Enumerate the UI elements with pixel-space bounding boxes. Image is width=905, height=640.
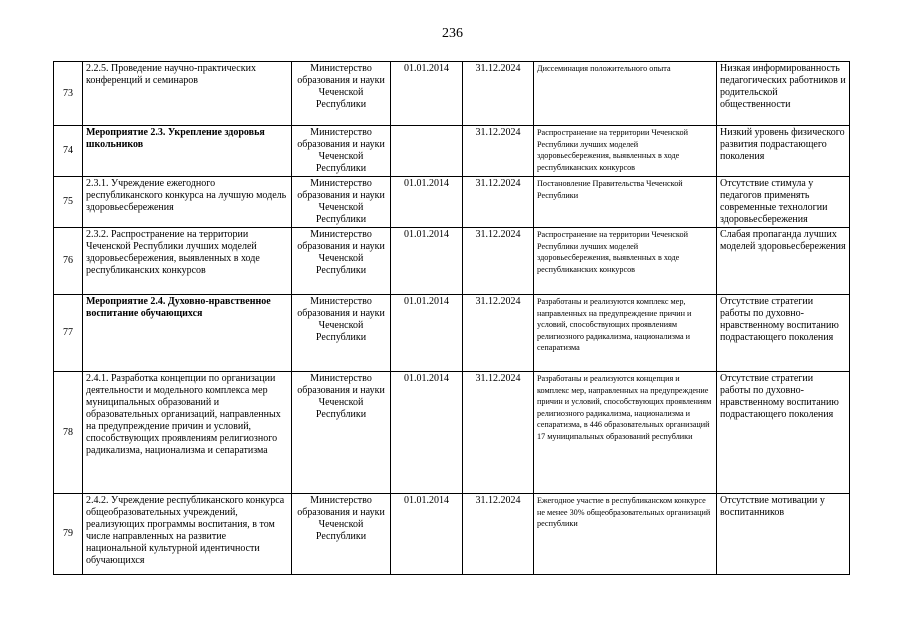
risk-text: Отсутствие стратегии работы по духовно-нравственному воспитанию подрастающего поколения [720,373,839,420]
responsible-executor-cell [292,494,391,575]
row-number-text: 75 [63,196,73,207]
activity-name-text: 2.2.5. Проведение научно-практических конференций и семинаров [86,63,256,86]
start-date-cell [391,295,463,372]
row-number-cell [54,177,83,228]
risk-cell [717,295,850,372]
risk-text: Отсутствие стратегии работы по духовно-нравственному воспитанию подрастающего поколения [720,296,839,343]
end-date-text: 31.12.2024 [475,296,521,307]
risk-cell [717,126,850,177]
expected-result-text: Распространение на территории Чеченской Республики лучших моделей здоровьесбережения, выявленных в ходе республиканских конкурсов [537,128,688,172]
measure-title-cell [83,295,292,372]
activity-name-text: 2.3.2. Распространение на территории Чеченской Республики лучших моделей здоровьесбережения, выявленных в ходе республиканских конкурсов [86,229,260,276]
expected-result-cell [534,126,717,177]
activity-name-cell [83,177,292,228]
expected-result-cell [534,62,717,126]
start-date-text: 01.01.2014 [404,495,449,506]
measures-table [53,61,850,575]
activity-name-text: 2.4.1. Разработка концепции по организации деятельности и модельного комплекса мер муниципальных образований и образовательных организаций, направленных на предупреждение причин и условий, способствующих проявлениям религиозного радикализма, национализма и сепаратизма [86,373,281,456]
measure-title-text: Мероприятие 2.4. Духовно-нравственное воспитание обучающихся [86,296,271,319]
end-date-cell [463,177,534,228]
risk-cell [717,372,850,494]
start-date-cell [391,494,463,575]
responsible-executor-cell [292,372,391,494]
table-row [54,62,850,126]
start-date-cell [391,177,463,228]
row-number-text: 78 [63,426,73,438]
responsible-executor-text: Министерство образования и науки Чеченской Республики [297,178,385,225]
row-number-cell [54,228,83,295]
activity-name-text: 2.3.1. Учреждение ежегодного республиканского конкурса на лучшую модель здоровьесбережения [86,178,287,213]
table-row [54,295,850,372]
start-date-text: 01.01.2014 [404,229,449,240]
table-row [54,228,850,295]
end-date-cell [463,126,534,177]
risk-cell [717,62,850,126]
expected-result-text: Диссеминация положительного опыта [537,64,671,73]
row-number-text: 77 [63,327,73,338]
risk-cell [717,228,850,295]
risk-cell [717,494,850,575]
table-row [54,177,850,228]
table-body [54,62,850,575]
measure-title-cell [83,126,292,177]
responsible-executor-text: Министерство образования и науки Чеченской Республики [297,229,385,276]
expected-result-cell [534,494,717,575]
row-number-text: 73 [63,87,73,99]
start-date-cell [391,62,463,126]
end-date-cell [463,295,534,372]
page-number: 236 [442,26,463,41]
responsible-executor-text: Министерство образования и науки Чеченской Республики [297,127,385,174]
end-date-cell [463,494,534,575]
row-number-text: 74 [63,145,73,156]
row-number-text: 76 [63,255,73,266]
responsible-executor-cell [292,126,391,177]
responsible-executor-text: Министерство образования и науки Чеченской Республики [297,373,385,420]
activity-name-cell [83,494,292,575]
risk-text: Отсутствие мотивации у воспитанников [720,495,825,518]
responsible-executor-cell [292,62,391,126]
activity-name-cell [83,62,292,126]
end-date-text: 31.12.2024 [475,178,521,189]
responsible-executor-cell [292,177,391,228]
expected-result-cell [534,177,717,228]
risk-text: Слабая пропаганда лучших моделей здоровьесбережения [720,229,846,252]
row-number-cell [54,494,83,575]
start-date-cell [391,126,463,177]
end-date-text: 31.12.2024 [475,127,521,138]
responsible-executor-text: Министерство образования и науки Чеченской Республики [297,495,385,542]
start-date-text: 01.01.2014 [404,373,449,384]
responsible-executor-text: Министерство образования и науки Чеченской Республики [297,296,385,343]
row-number-text: 79 [63,528,73,539]
expected-result-cell [534,295,717,372]
end-date-cell [463,62,534,126]
expected-result-text: Ежегодное участие в республиканском конкурсе не менее 30% общеобразовательных организаций республики [537,496,711,528]
end-date-cell [463,372,534,494]
end-date-text: 31.12.2024 [475,63,521,74]
table-row [54,126,850,177]
responsible-executor-text: Министерство образования и науки Чеченской Республики [297,63,385,110]
expected-result-text: Разработаны и реализуются концепция и комплекс мер, направленных на предупреждение причин и условий, способствующих проявлениям религиозного радикализма, национализма и сепаратизма, в 446 образовательных организаций 17 муниципальных образований республики [537,374,712,441]
expected-result-text: Постановление Правительства Чеченской Республики [537,179,683,200]
table-row [54,372,850,494]
end-date-text: 31.12.2024 [475,495,521,506]
risk-text: Низкий уровень физического развития подрастающего поколения [720,127,845,162]
row-number-cell [54,126,83,177]
expected-result-cell [534,372,717,494]
expected-result-text: Распространение на территории Чеченской Республики лучших моделей здоровьесбережения, выявленных в ходе республиканских конкурсов [537,230,688,274]
responsible-executor-cell [292,228,391,295]
end-date-text: 31.12.2024 [475,373,521,384]
activity-name-cell [83,228,292,295]
activity-name-text: 2.4.2. Учреждение республиканского конкурса общеобразовательных учреждений, реализующих программы воспитания, в том числе направленных на развитие национальной культурной идентичности обучающихся [86,495,285,566]
risk-text: Низкая информированность педагогических работников и родительской общественности [720,63,846,110]
start-date-cell [391,372,463,494]
risk-text: Отсутствие стимула у педагогов применять современные технологии здоровьесбережения [720,178,828,225]
start-date-text: 01.01.2014 [404,178,449,189]
end-date-cell [463,228,534,295]
responsible-executor-cell [292,295,391,372]
risk-cell [717,177,850,228]
row-number-cell [54,62,83,126]
row-number-cell [54,372,83,494]
start-date-text: 01.01.2014 [404,296,449,307]
row-number-cell [54,295,83,372]
table-row [54,494,850,575]
expected-result-text: Разработаны и реализуются комплекс мер, направленных на предупреждение причин и условий, способствующих проявлениям религиозного радикализма, национализма и сепаратизма [537,297,692,352]
activity-name-cell [83,372,292,494]
start-date-cell [391,228,463,295]
measure-title-text: Мероприятие 2.3. Укрепление здоровья школьников [86,127,265,150]
expected-result-cell [534,228,717,295]
start-date-text: 01.01.2014 [404,63,449,74]
end-date-text: 31.12.2024 [475,229,521,240]
